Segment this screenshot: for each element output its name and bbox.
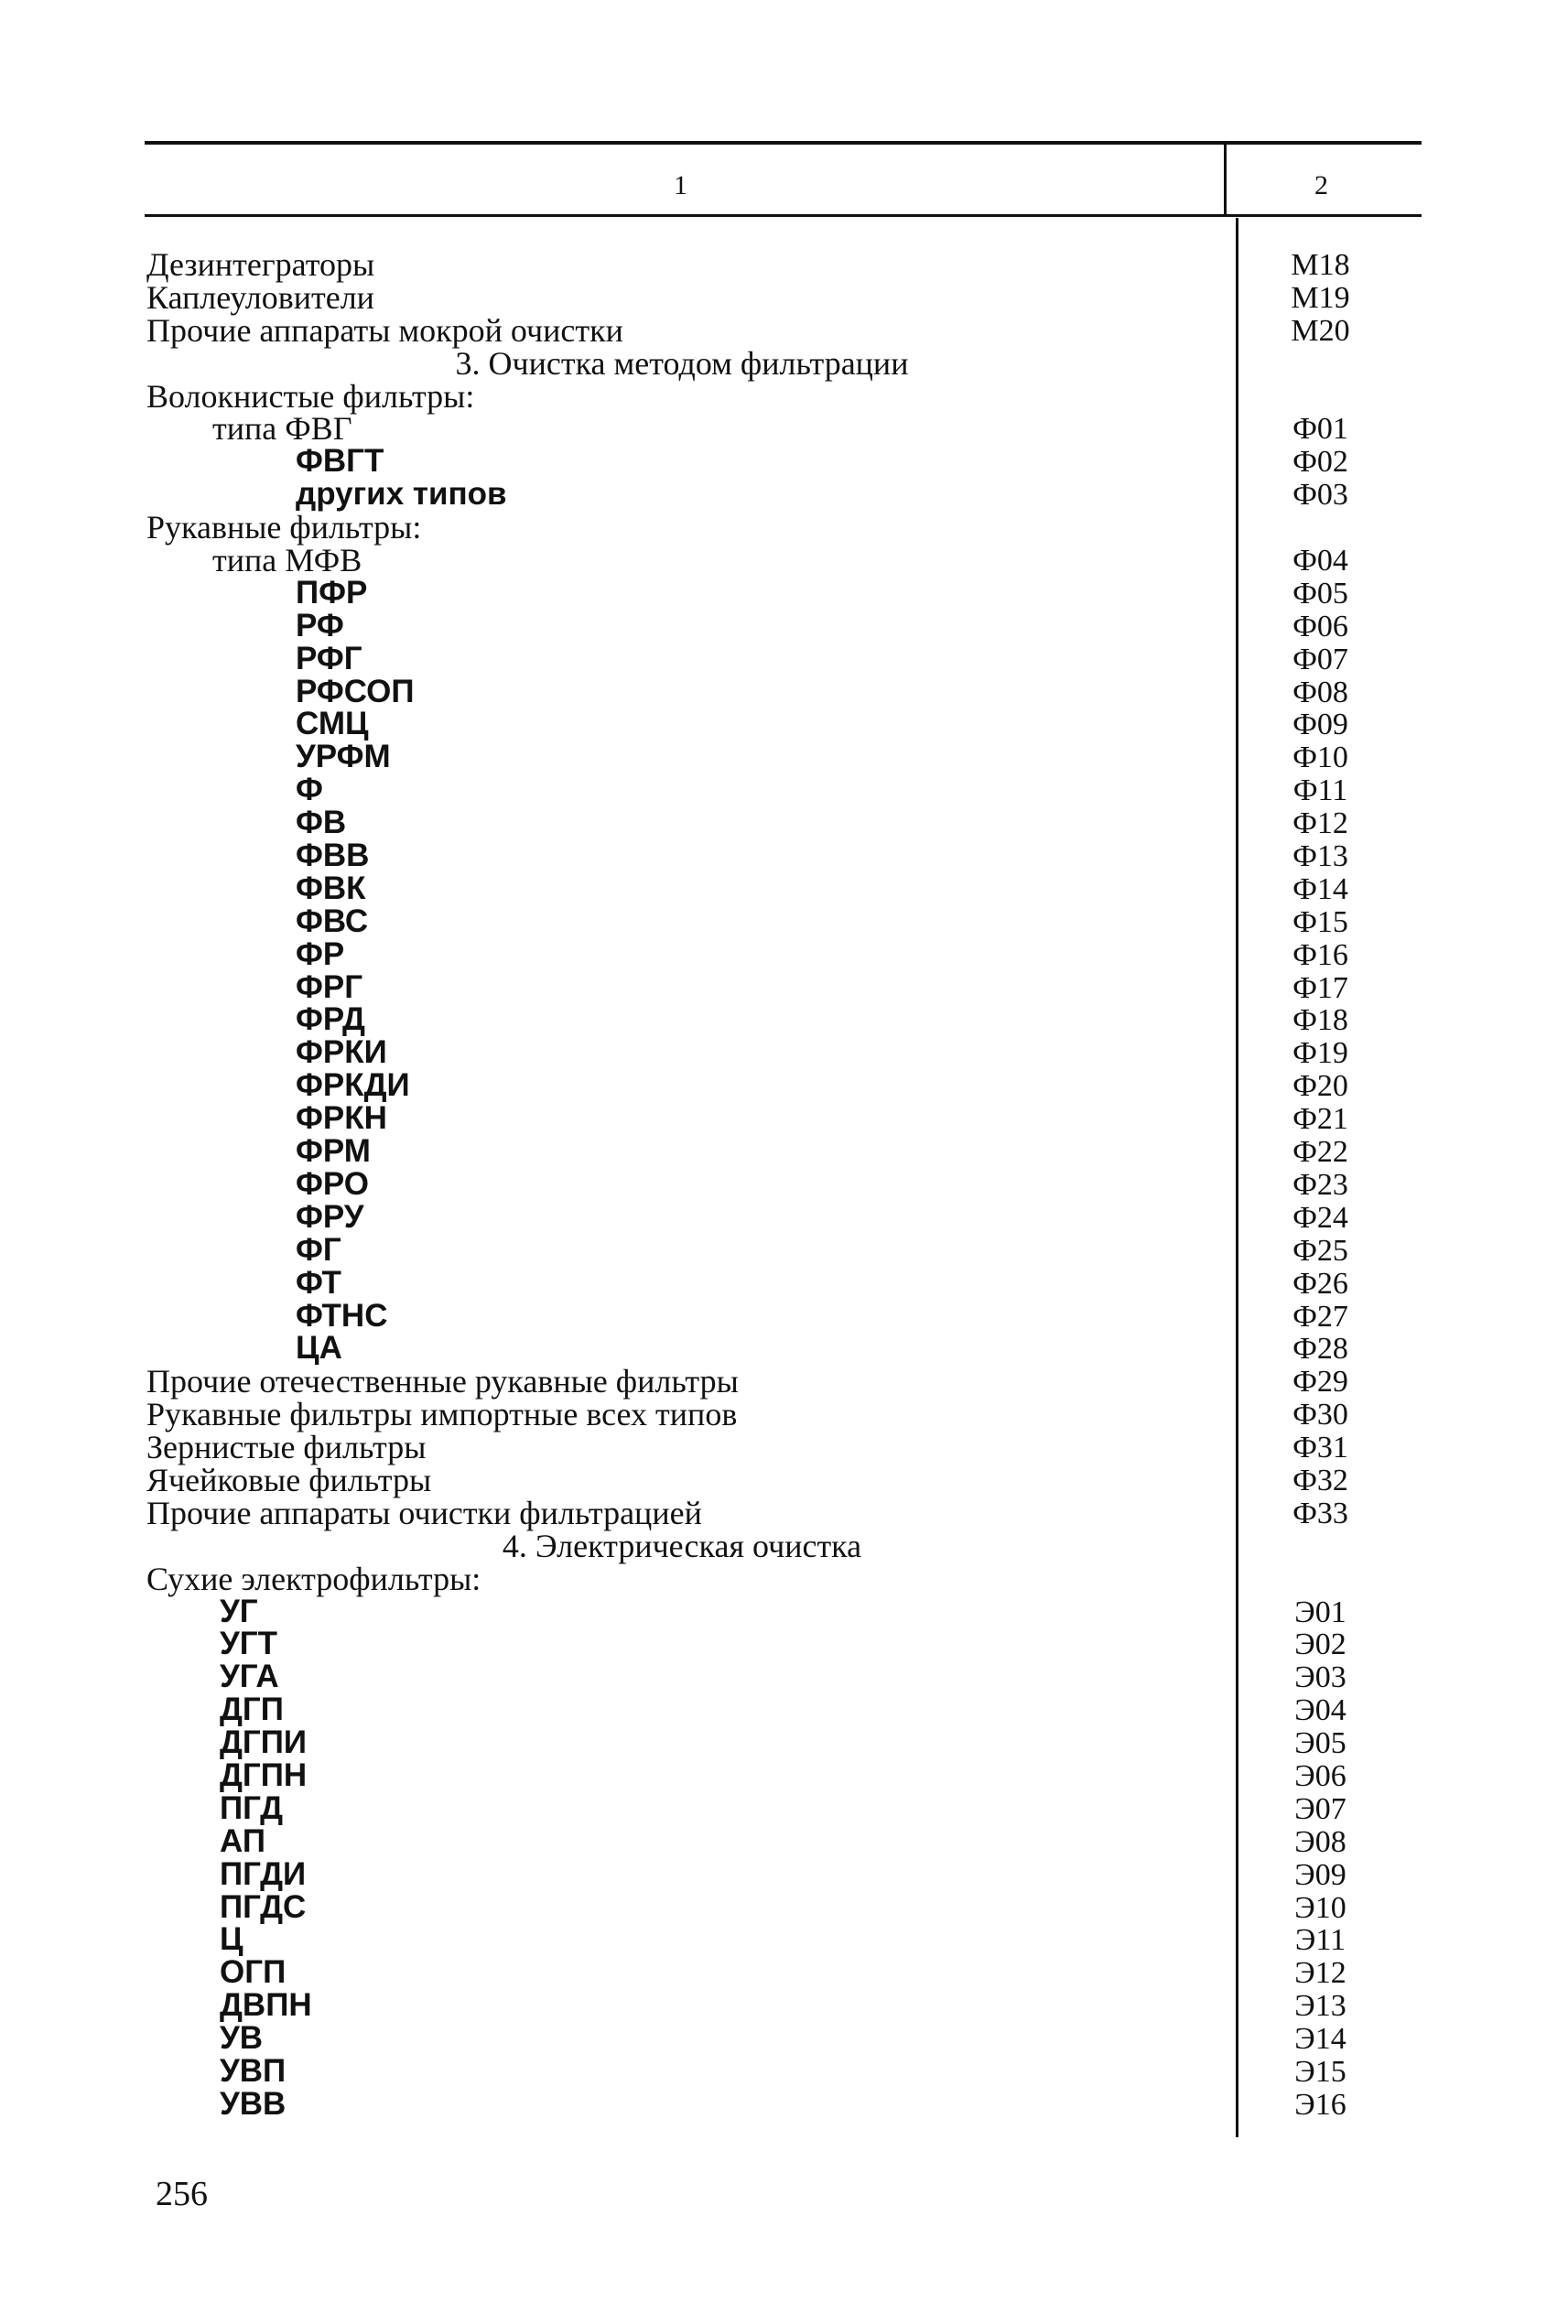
table-row [146, 2052, 1419, 2089]
row-code: Э08 [1294, 1824, 1346, 1859]
row-label: ФРМ [296, 1133, 371, 1170]
row-label: ФРУ [296, 1198, 364, 1235]
table-row [146, 1398, 1419, 1431]
row-label: Рукавные фильтры: [146, 509, 422, 546]
table-row [146, 1102, 1419, 1135]
table-row [146, 872, 1419, 905]
row-label: СМЦ [296, 706, 369, 742]
row-code: Ф31 [1292, 1431, 1348, 1465]
row-label: ФРД [296, 1001, 365, 1038]
table-row [146, 1231, 1419, 1268]
table-row [146, 1562, 1419, 1595]
row-label: ОГП [220, 1954, 287, 1991]
row-code: Ф24 [1292, 1200, 1348, 1235]
row-code: Ф05 [1292, 576, 1348, 611]
table-row [146, 1888, 1419, 1925]
table-row [146, 1989, 1419, 2022]
table-row [146, 1069, 1419, 1102]
table-row [146, 311, 1419, 349]
table-row [146, 574, 1419, 611]
row-label: ПГДС [220, 1888, 307, 1925]
row-code: Ф15 [1292, 904, 1348, 939]
table-row [146, 1494, 1419, 1531]
row-code: Э01 [1294, 1594, 1346, 1629]
row-label: ДГП [220, 1692, 284, 1728]
row-label: других типов [296, 476, 507, 513]
table-row [146, 839, 1419, 872]
table-row [146, 1297, 1419, 1334]
row-code: М18 [1291, 248, 1350, 282]
row-label: Зернистые фильтры [146, 1429, 427, 1466]
table-row [146, 1165, 1419, 1202]
row-label: типа МФВ [212, 542, 362, 579]
row-label: ФР [296, 935, 345, 972]
row-label: ПГДИ [220, 1855, 307, 1892]
row-code: Ф33 [1292, 1496, 1348, 1530]
table-row [146, 377, 1419, 415]
table-row [146, 410, 1419, 448]
row-label: ФРО [296, 1165, 369, 1202]
table-row [146, 1264, 1419, 1301]
section-heading: 3. Очистка методом фильтрации [455, 344, 909, 382]
table-row [146, 1923, 1419, 1956]
row-label: Прочие аппараты мокрой очистки [146, 311, 623, 349]
row-label: ФВК [296, 870, 366, 906]
section-heading: 4. Электрическая очистка [502, 1527, 862, 1564]
table-row [146, 773, 1419, 806]
row-label: ФВС [296, 903, 369, 939]
row-code: Ф03 [1292, 478, 1348, 513]
row-label: ФВ [296, 805, 347, 841]
table-row [146, 1431, 1419, 1464]
row-code: Э14 [1294, 2022, 1346, 2057]
row-label: Прочие аппараты очистки фильтрацией [146, 1494, 702, 1531]
section-heading-row [146, 344, 1419, 382]
row-code: Ф10 [1292, 740, 1348, 775]
row-code: Э12 [1294, 1956, 1346, 1991]
row-code: Ф22 [1292, 1135, 1348, 1170]
row-label: АП [220, 1822, 265, 1859]
table-row [146, 1759, 1419, 1792]
row-code: Э10 [1294, 1890, 1346, 1925]
row-code: Ф30 [1292, 1398, 1348, 1432]
row-code: Ф18 [1292, 1003, 1348, 1038]
row-label: Ц [220, 1921, 243, 1958]
table-row [146, 1003, 1419, 1036]
row-code: Ф02 [1292, 445, 1348, 480]
row-code: Ф20 [1292, 1069, 1348, 1104]
row-code: Э15 [1294, 2054, 1346, 2089]
table-row [146, 806, 1419, 839]
row-code: Ф13 [1292, 839, 1348, 874]
row-code: Ф32 [1292, 1463, 1348, 1497]
row-label: Прочие отечественные рукавные фильтры [146, 1363, 739, 1400]
row-label: типа ФВГ [212, 410, 352, 448]
column-header-1: 1 [674, 170, 687, 200]
row-code: Ф17 [1292, 970, 1348, 1005]
table-top-rule [145, 141, 1422, 145]
table-row [146, 1036, 1419, 1069]
row-code: Ф11 [1292, 773, 1348, 808]
row-code: Ф27 [1292, 1299, 1348, 1334]
table-row [146, 673, 1419, 709]
table-row [146, 248, 1419, 281]
row-code: Ф28 [1292, 1332, 1348, 1367]
row-label: ДГПИ [220, 1724, 308, 1761]
row-label: ФВГТ [296, 443, 384, 480]
row-code: М19 [1291, 280, 1350, 315]
row-code: Э09 [1294, 1857, 1346, 1892]
row-label: ФРКН [296, 1100, 387, 1137]
row-label: РФ [296, 607, 344, 643]
row-code: Ф07 [1292, 642, 1348, 676]
row-label: ФРГ [296, 968, 363, 1005]
table-row [146, 1789, 1419, 1826]
table-row [146, 1822, 1419, 1859]
row-code: Э11 [1294, 1923, 1346, 1958]
table-row [146, 1198, 1419, 1235]
table-row [146, 905, 1419, 938]
row-label: УГТ [220, 1626, 277, 1662]
page-number: 256 [156, 2175, 208, 2213]
row-code: Ф12 [1292, 806, 1348, 841]
row-label: Дезинтеграторы [146, 246, 375, 283]
row-label: Каплеуловители [146, 278, 374, 316]
row-label: Волокнистые фильтры: [146, 377, 475, 415]
table-row [146, 511, 1419, 544]
table-row [146, 935, 1419, 972]
row-code: Ф06 [1292, 609, 1348, 643]
table-row [146, 708, 1419, 740]
table-row [146, 1627, 1419, 1660]
row-code: Ф19 [1292, 1036, 1348, 1071]
row-label: ДВПН [220, 1987, 312, 2024]
row-label: УВВ [220, 2085, 287, 2122]
row-code: Ф29 [1292, 1365, 1348, 1400]
row-label: ФРКИ [296, 1034, 387, 1071]
row-code: Ф04 [1292, 544, 1348, 578]
table-body [146, 248, 1419, 2121]
row-label: Рукавные фильтры импортные всех типов [146, 1396, 738, 1433]
row-label: ПФР [296, 574, 368, 611]
row-label: УВ [220, 2020, 264, 2057]
row-label: ЦА [296, 1330, 342, 1367]
table-row [146, 607, 1419, 643]
table-row [146, 968, 1419, 1005]
table-row [146, 1956, 1419, 1989]
row-label: УРФМ [296, 739, 391, 775]
row-label: ДГПН [220, 1757, 308, 1793]
row-code: Ф08 [1292, 675, 1348, 709]
row-code: Э02 [1294, 1627, 1346, 1662]
table-row [146, 1365, 1419, 1398]
row-label: ФВВ [296, 838, 370, 874]
table-row [146, 445, 1419, 478]
row-code: Ф16 [1292, 937, 1348, 972]
row-label: УГА [220, 1659, 279, 1695]
row-label: ФГ [296, 1231, 341, 1268]
row-code: Э03 [1294, 1660, 1346, 1695]
row-code: Ф09 [1292, 708, 1348, 742]
row-code: М20 [1291, 313, 1350, 348]
table-row [146, 1135, 1419, 1168]
table-row [146, 740, 1419, 773]
row-code: Э05 [1294, 1726, 1346, 1761]
row-label: УВП [220, 2052, 287, 2089]
row-code: Э16 [1294, 2087, 1346, 2122]
table-row [146, 544, 1419, 577]
table-row [146, 278, 1419, 316]
table-row [146, 640, 1419, 676]
row-code: Ф01 [1292, 412, 1348, 447]
row-label: РФГ [296, 640, 362, 676]
table-row [146, 1855, 1419, 1892]
table-row [146, 1332, 1419, 1365]
row-label: Ячейковые фильтры [146, 1461, 432, 1498]
row-code: Э13 [1294, 1989, 1346, 2024]
row-label: ФТ [296, 1264, 341, 1301]
table-row [146, 1461, 1419, 1498]
table-row [146, 2085, 1419, 2122]
row-code: Э07 [1294, 1791, 1346, 1826]
row-code: Ф14 [1292, 871, 1348, 906]
row-label: ПГД [220, 1789, 284, 1826]
table-row [146, 2022, 1419, 2055]
table-header-rule [145, 214, 1422, 217]
column-divider-header [1224, 145, 1227, 214]
row-code: Э04 [1294, 1693, 1346, 1728]
row-label: УГ [220, 1593, 258, 1629]
table-row [146, 1660, 1419, 1693]
table-row [146, 478, 1419, 511]
section-heading-row [146, 1527, 1419, 1564]
table-row [146, 1693, 1419, 1726]
table-row [146, 1595, 1419, 1628]
row-label: ФРКДИ [296, 1067, 410, 1104]
row-code: Ф26 [1292, 1266, 1348, 1301]
row-code: Ф21 [1292, 1102, 1348, 1137]
row-label: Ф [296, 772, 323, 808]
row-label: Сухие электрофильтры: [146, 1560, 481, 1597]
row-label: ФТНС [296, 1297, 388, 1334]
table-row [146, 1726, 1419, 1759]
row-code: Э06 [1294, 1758, 1346, 1793]
column-header-2: 2 [1314, 170, 1328, 200]
row-code: Ф25 [1292, 1233, 1348, 1268]
row-label: РФСОП [296, 673, 415, 709]
row-code: Ф23 [1292, 1167, 1348, 1202]
